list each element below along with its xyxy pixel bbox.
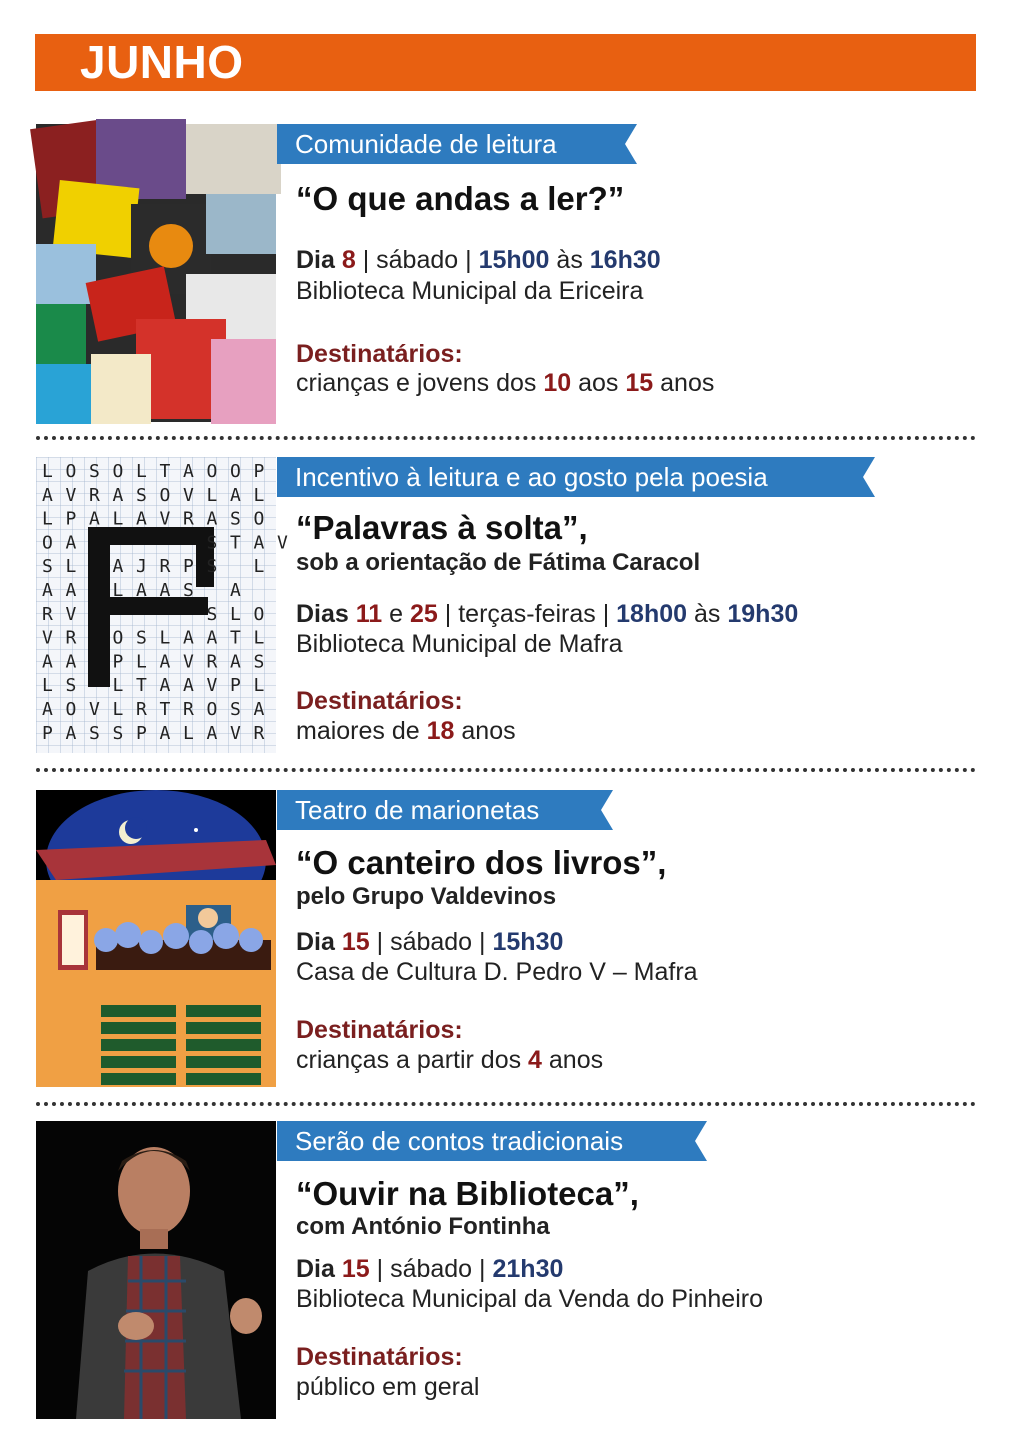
event-schedule: Dias 11 e 25 | terças-feiras | 18h00 às 19h30 bbox=[296, 600, 799, 628]
grid-letter: L bbox=[159, 627, 171, 649]
grid-letter: A bbox=[42, 699, 53, 720]
audience-label: Destinatários: bbox=[296, 1016, 463, 1044]
event-title: “O canteiro dos livros”, bbox=[296, 844, 667, 881]
grid-letter: A bbox=[253, 532, 265, 554]
grid-letter: L bbox=[136, 461, 147, 482]
grid-letter: L bbox=[206, 484, 218, 506]
grid-letter: A bbox=[136, 508, 147, 530]
grid-letter: P bbox=[112, 651, 124, 673]
event-3 bbox=[0, 790, 1024, 1090]
grid-letter: A bbox=[136, 580, 147, 601]
category-label: Serão de contos tradicionais bbox=[295, 1126, 624, 1156]
audience-label: Destinatários: bbox=[296, 687, 463, 715]
grid-letter: A bbox=[183, 675, 194, 697]
event-schedule: Dia 15 | sábado | 15h30 bbox=[296, 928, 564, 956]
grid-letter: T bbox=[230, 532, 241, 554]
grid-letter: A bbox=[112, 556, 124, 578]
grid-letter: L bbox=[112, 675, 124, 697]
event-audience: crianças a partir dos 4 anos bbox=[296, 1046, 604, 1074]
grid-letter: A bbox=[65, 580, 77, 601]
storyteller-photo bbox=[36, 1121, 276, 1419]
puppet-theatre-photo bbox=[36, 790, 276, 1087]
grid-letter: L bbox=[42, 461, 53, 482]
grid-letter: L bbox=[136, 651, 147, 673]
grid-letter: S bbox=[253, 651, 265, 673]
grid-letter: S bbox=[230, 508, 241, 530]
dotted-divider bbox=[36, 436, 976, 440]
grid-letter: S bbox=[65, 675, 77, 697]
grid-letter: A bbox=[65, 532, 77, 554]
grid-letter: O bbox=[206, 699, 218, 720]
grid-letter: L bbox=[112, 699, 124, 720]
grid-letter: P bbox=[65, 508, 77, 530]
grid-letter: V bbox=[277, 532, 288, 554]
grid-letter: O bbox=[253, 603, 265, 625]
grid-letter: L bbox=[253, 675, 265, 697]
grid-letter: V bbox=[159, 508, 171, 530]
grid-letter: A bbox=[183, 627, 194, 649]
grid-letter: V bbox=[65, 484, 77, 506]
grid-letter: T bbox=[230, 627, 241, 649]
dotted-divider bbox=[36, 768, 976, 772]
grid-letter: O bbox=[206, 461, 218, 482]
event-4 bbox=[0, 1121, 1024, 1421]
grid-letter: A bbox=[112, 484, 124, 506]
grid-letter: S bbox=[89, 461, 100, 482]
grid-letter: L bbox=[183, 722, 194, 744]
grid-letter: V bbox=[42, 627, 53, 649]
grid-letter: P bbox=[183, 556, 194, 578]
event-1 bbox=[0, 124, 1024, 424]
grid-letter: T bbox=[136, 675, 147, 697]
event-schedule: Dia 15 | sábado | 21h30 bbox=[296, 1255, 564, 1283]
grid-letter: T bbox=[159, 699, 171, 720]
event-audience: maiores de 18 anos bbox=[296, 717, 516, 745]
grid-letter: S bbox=[136, 627, 147, 649]
grid-letter: S bbox=[136, 484, 147, 506]
word-search-photo bbox=[36, 457, 288, 753]
grid-letter: L bbox=[253, 627, 265, 649]
event-subtitle: pelo Grupo Valdevinos bbox=[296, 883, 557, 910]
grid-letter: A bbox=[253, 699, 265, 720]
grid-letter: L bbox=[253, 556, 265, 578]
grid-letter: V bbox=[183, 651, 194, 673]
grid-letter: A bbox=[65, 722, 77, 744]
audience-label: Destinatários: bbox=[296, 1343, 463, 1371]
dotted-divider bbox=[36, 1102, 976, 1106]
grid-letter: L bbox=[112, 580, 124, 601]
grid-letter: V bbox=[65, 603, 77, 625]
grid-letter: A bbox=[159, 580, 171, 601]
grid-letter: A bbox=[206, 722, 218, 744]
grid-letter: L bbox=[112, 508, 124, 530]
event-location: Biblioteca Municipal da Ericeira bbox=[296, 277, 644, 305]
grid-letter: S bbox=[183, 580, 194, 601]
event-location: Biblioteca Municipal da Venda do Pinheiro bbox=[296, 1285, 763, 1313]
grid-letter: R bbox=[183, 699, 194, 720]
grid-letter: V bbox=[183, 484, 194, 506]
grid-letter: A bbox=[159, 651, 171, 673]
grid-letter: A bbox=[42, 651, 53, 673]
grid-letter: A bbox=[42, 580, 53, 601]
grid-letter: S bbox=[42, 556, 53, 578]
grid-letter: A bbox=[206, 508, 218, 530]
grid-letter: A bbox=[230, 580, 241, 601]
grid-letter: L bbox=[65, 556, 77, 578]
grid-letter: O bbox=[159, 484, 171, 506]
event-title: “Palavras à solta”, bbox=[296, 509, 588, 546]
event-location: Biblioteca Municipal de Mafra bbox=[296, 630, 623, 658]
grid-letter: O bbox=[65, 699, 77, 720]
grid-letter: A bbox=[230, 484, 241, 506]
grid-letter: R bbox=[206, 651, 218, 673]
grid-letter: A bbox=[42, 484, 53, 506]
grid-letter: R bbox=[183, 508, 194, 530]
audience-label: Destinatários: bbox=[296, 340, 463, 368]
grid-letter: O bbox=[230, 461, 241, 482]
event-audience: público em geral bbox=[296, 1373, 480, 1401]
grid-letter: V bbox=[89, 699, 100, 720]
grid-letter: O bbox=[112, 461, 124, 482]
grid-letter: S bbox=[112, 722, 124, 744]
grid-letter: R bbox=[42, 603, 53, 625]
grid-letter: O bbox=[42, 532, 53, 554]
grid-letter: P bbox=[230, 675, 241, 697]
event-subtitle: com António Fontinha bbox=[296, 1213, 550, 1240]
event-audience: crianças e jovens dos 10 aos 15 anos bbox=[296, 369, 715, 397]
grid-letter: R bbox=[89, 484, 100, 506]
grid-letter: A bbox=[183, 461, 194, 482]
grid-letter: P bbox=[253, 461, 265, 482]
grid-letter: O bbox=[253, 508, 265, 530]
grid-letter: T bbox=[159, 461, 171, 482]
grid-letter: S bbox=[206, 532, 218, 554]
grid-letter: L bbox=[253, 484, 265, 506]
grid-letter: R bbox=[65, 627, 77, 649]
grid-letter: O bbox=[65, 461, 77, 482]
grid-letter: R bbox=[159, 556, 171, 578]
grid-letter: R bbox=[253, 722, 265, 744]
grid-letter: S bbox=[206, 603, 218, 625]
month-title: JUNHO bbox=[80, 36, 244, 88]
category-label: Teatro de marionetas bbox=[295, 795, 540, 825]
grid-letter: V bbox=[206, 675, 218, 697]
grid-letter: S bbox=[206, 556, 218, 578]
grid-letter: S bbox=[230, 699, 241, 720]
event-location: Casa de Cultura D. Pedro V – Mafra bbox=[296, 958, 698, 986]
grid-letter: R bbox=[136, 699, 147, 720]
grid-letter: A bbox=[230, 651, 241, 673]
event-title: “O que andas a ler?” bbox=[296, 180, 625, 217]
event-title: “Ouvir na Biblioteca”, bbox=[296, 1175, 639, 1212]
grid-letter: A bbox=[159, 675, 171, 697]
books-photo bbox=[36, 124, 276, 422]
grid-letter: L bbox=[42, 508, 53, 530]
grid-letter: A bbox=[159, 722, 171, 744]
category-label: Comunidade de leitura bbox=[295, 129, 557, 159]
grid-letter: A bbox=[65, 651, 77, 673]
grid-letter: J bbox=[136, 556, 147, 578]
grid-letter: L bbox=[230, 603, 241, 625]
grid-letter: P bbox=[42, 722, 53, 744]
grid-letter: O bbox=[112, 627, 124, 649]
grid-letter: L bbox=[42, 675, 53, 697]
grid-letter: S bbox=[89, 722, 100, 744]
grid-letter: A bbox=[206, 627, 218, 649]
grid-letter: V bbox=[230, 722, 241, 744]
grid-letter: A bbox=[89, 508, 100, 530]
event-subtitle: sob a orientação de Fátima Caracol bbox=[296, 549, 701, 576]
category-label: Incentivo à leitura e ao gosto pela poesia bbox=[295, 462, 768, 492]
event-schedule: Dia 8 | sábado | 15h00 às 16h30 bbox=[296, 246, 661, 274]
event-2 bbox=[0, 457, 1024, 757]
grid-letter: P bbox=[136, 722, 147, 744]
